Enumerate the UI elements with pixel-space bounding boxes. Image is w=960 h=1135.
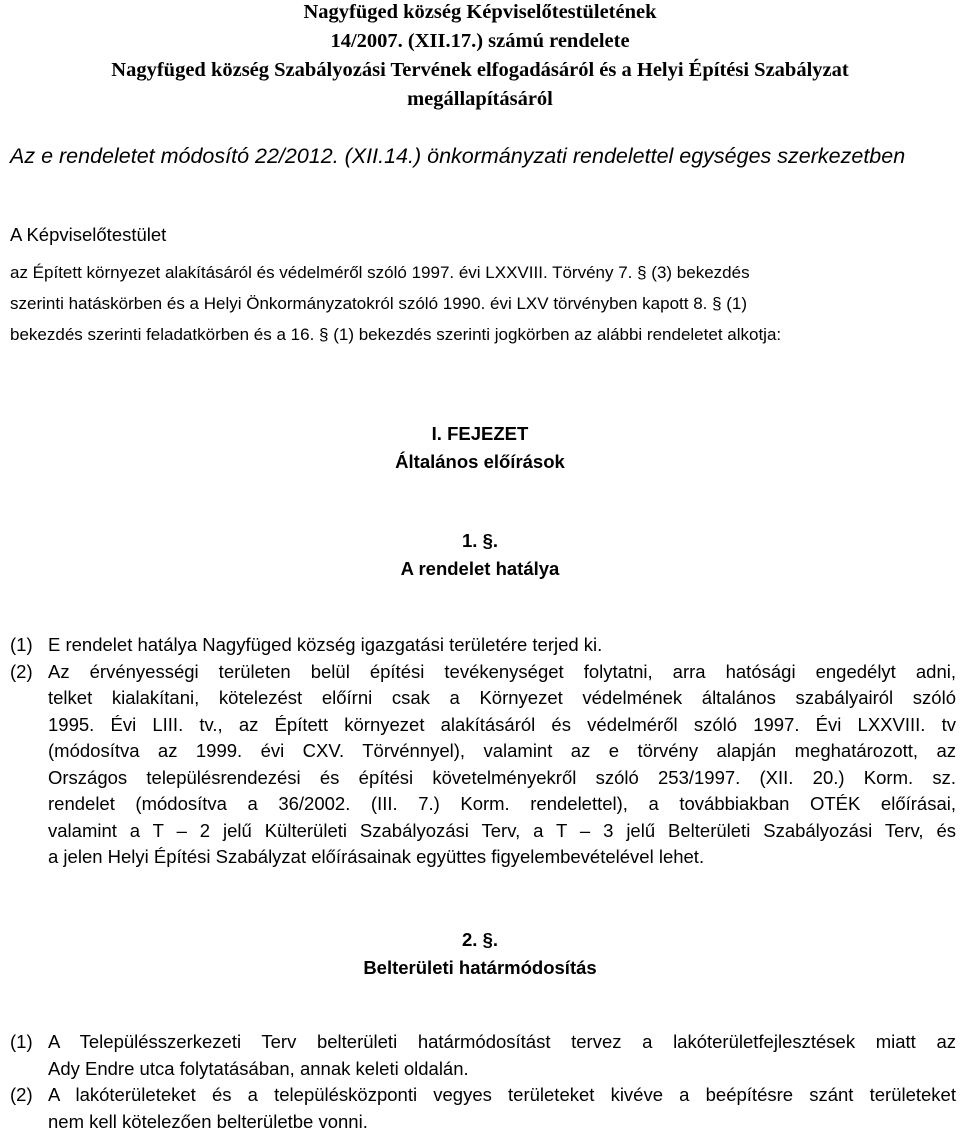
section-heading [0,926,960,982]
paragraph-line: nem kell kötelezően belterületbe vonni. [48,1109,956,1135]
chapter-label: I. FEJEZET [0,420,960,448]
section-title: A rendelet hatálya [0,555,960,583]
section-number: 1. §. [0,527,960,555]
paragraph [10,1082,956,1135]
preamble-line: az Épített környezet alakításáról és védelméről szóló 1997. évi LXXVIII. Törvény 7. § (3) bekezdés [10,257,781,288]
paragraph-number: (2) [10,659,48,871]
paragraph-number: (2) [10,1082,48,1135]
title-line: Nagyfüged község Képviselőtestületének [10,0,950,27]
section-paragraphs [10,1029,956,1135]
paragraph-line: rendelet (módosítva a 36/2002. (III. 7.) Korm. rendelettel), a továbbiakban OTÉK előírásai, [48,791,956,818]
chapter-title: Általános előírások [0,448,960,476]
paragraph [10,1029,956,1082]
paragraph-line: Ady Endre utca folytatásában, annak keleti oldalán. [48,1056,956,1083]
paragraph [10,659,956,871]
paragraph-line: a jelen Helyi Építési Szabályzat előírásainak együttes figyelembevételével lehet. [48,844,956,871]
preamble [10,257,781,350]
section-number: 2. §. [0,926,960,954]
paragraph-number: (1) [10,1029,48,1082]
title-line: 14/2007. (XII.17.) számú rendelete [10,27,950,56]
paragraph-line: Országos településrendezési és építési követelményekről szóló 253/1997. (XII. 20.) Korm. sz. [48,765,956,792]
title-line: megállapításáról [10,85,950,114]
paragraph-line: valamint a T – 2 jelű Külterületi Szabályozási Terv, a T – 3 jelű Belterületi Szabályozási Terv, és [48,818,956,845]
enacting-body: A Képviselőtestület [10,222,166,248]
paragraph-number: (1) [10,632,48,659]
preamble-line: bekezdés szerinti feladatkörben és a 16. § (1) bekezdés szerinti jogkörben az alábbi rendeletet alkotja: [10,319,781,350]
chapter-heading [0,420,960,476]
paragraph-line: 1995. Évi LIII. tv., az Épített környezet alakításáról és védelméről szóló 1997. Évi LXXVIII. tv [48,712,956,739]
paragraph-line: E rendelet hatálya Nagyfüged község igazgatási területére terjed ki. [48,632,956,659]
paragraph-line: (módosítva az 1999. évi CXV. Törvénnyel), valamint az e törvény alapján meghatározott, az [48,738,956,765]
document-subtitle: Az e rendeletet módosító 22/2012. (XII.14.) önkormányzati rendelettel egységes szerkezetben [10,141,905,171]
section-heading [0,527,960,583]
paragraph [10,632,956,659]
document-title [10,0,950,114]
section-title: Belterületi határmódosítás [0,954,960,982]
paragraph-line: Az érvényességi területen belül építési tevékenységet folytatni, arra hatósági engedélyt adni, [48,659,956,686]
paragraph-line: A Településszerkezeti Terv belterületi határmódosítást tervez a lakóterületfejlesztések miatt az [48,1029,956,1056]
paragraph-line: telket kialakítani, kötelezést előírni csak a Környezet védelmének általános szabályairól szóló [48,685,956,712]
preamble-line: szerinti hatáskörben és a Helyi Önkormányzatokról szóló 1990. évi LXV törvényben kapott 8. § (1) [10,288,781,319]
title-line: Nagyfüged község Szabályozási Tervének elfogadásáról és a Helyi Építési Szabályzat [10,56,950,85]
paragraph-line: A lakóterületeket és a településközponti vegyes területeket kivéve a beépítésre szánt területeket [48,1082,956,1109]
section-paragraphs [10,632,956,871]
